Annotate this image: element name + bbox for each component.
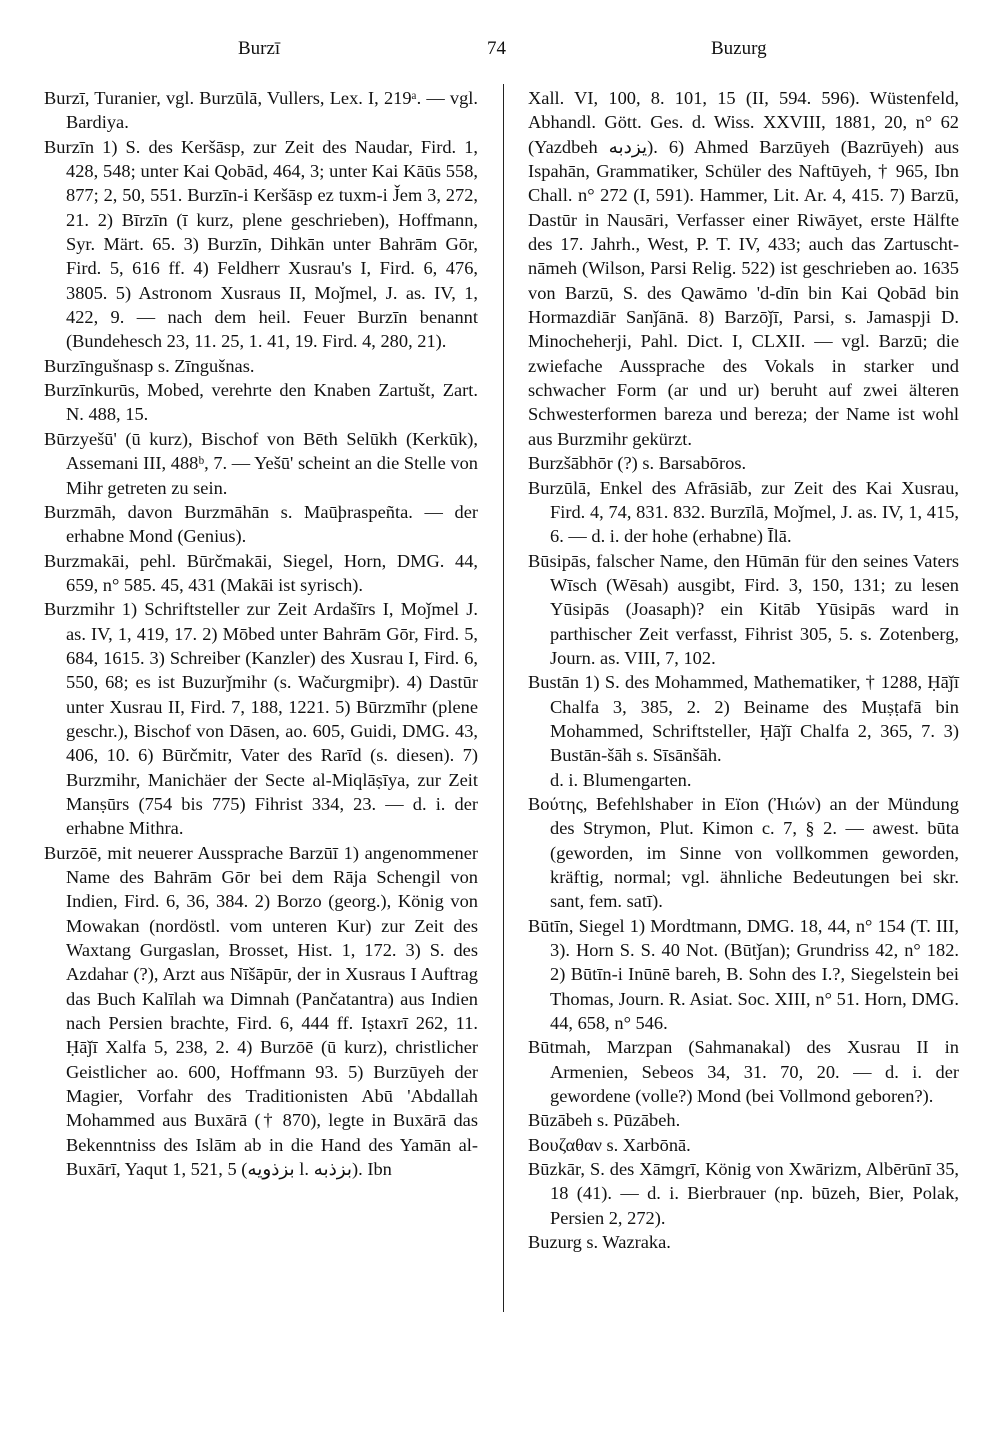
- left-column: [44, 86, 478, 1181]
- dictionary-entry: Būrzyešū' (ū kurz), Bischof von Bēth Selūkh (Kerkūk), Assemani III, 488ᵇ, 7. — Yešū' scheint an die Stelle von Mihr getreten zu sein.: [44, 428, 478, 498]
- dictionary-entry: Bustān 1) S. des Mohammed, Mathematiker, † 1288, Ḥāǰī Chalfa 3, 385, 2. 2) Beiname des Muṣṭafā bin Mohammed, Schriftsteller, Ḥāǰī Chalfa 2, 365, 7. 3) Bustān-šāh s. Sīsānšāh.: [528, 672, 959, 766]
- dictionary-entry: Būzkār, S. des Xāmgrī, König von Xwārizm, Albērūnī 35, 18 (41). — d. i. Bierbrauer (np. būzeh, Bier, Polak, Persien 2, 272).: [528, 1159, 959, 1228]
- dictionary-entry: Burzmāh, davon Burzmāhān s. Maūþraspeñta. — der erhabne Mond (Genius).: [44, 501, 478, 547]
- dictionary-entry: Būzābeh s. Pūzābeh.: [528, 1110, 681, 1131]
- dictionary-entry: Burzī, Turanier, vgl. Burzūlā, Vullers, Lex. I, 219ᵃ. — vgl. Bardiya.: [44, 88, 478, 133]
- dictionary-entry-gloss: d. i. Blumengarten.: [550, 769, 692, 790]
- dictionary-entry: Burzīn 1) S. des Keršāsp, zur Zeit des Naudar, Fird. 1, 428, 548; unter Kai Qobād, 464, 3; unter Kai Kāūs 558, 877; 2, 50, 551. Burzīn-i Keršāsp ez tuxm-i J̌em 3, 272, 21. 2) Bīrzīn (ī kurz, plene geschrieben), Hoffmann, Syr. Märt. 65. 3) Burzīn, Dihkān unter Bahrām Gōr, Fird. 5, 616 ff. 4) Feldherr Xusrau's I, Fird. 6, 476, 3805. 5) Astronom Xusraus II, Moǰmel, J. as. IV, 1, 422, 9. — nach dem heil. Feuer Burzīn benannt (Bundehesch 23, 11. 25, 1. 41, 19. Fird. 4, 280, 21).: [44, 136, 478, 352]
- dictionary-entry: Burzmakāi, pehl. Būrčmakāi, Siegel, Horn, DMG. 44, 659, n° 585. 45, 431 (Makāi ist syrisch).: [44, 550, 478, 595]
- column-divider: [503, 84, 504, 1312]
- dictionary-entry: Burzūlā, Enkel des Afrāsiāb, zur Zeit des Kai Xusrau, Fird. 4, 74, 831. 832. Burzīlā, Moǰmel, J. as. IV, 1, 415, 6. — d. i. der hohe (erhabne) Īlā.: [528, 477, 959, 547]
- page-number: 74: [487, 38, 506, 59]
- dictionary-entry: Burzšābhōr (?) s. Barsabōros.: [528, 453, 747, 474]
- dictionary-entry: Būtīn, Siegel 1) Mordtmann, DMG. 18, 44, n° 154 (T. III, 3). Horn S. S. 40 Not. (Būtǰan); Grundriss 42, n° 182. 2) Būtīn-i Inūnē bareh, B. Sohn des I.?, Siegelstein bei Thomas, Journ. R. Asiat. Soc. XIII, n° 51. Horn, DMG. 44, 658, n° 546.: [528, 915, 959, 1034]
- dictionary-entry: Burzōē, mit neuerer Aussprache Barzūī 1) angenommener Name des Bahrām Gōr bei dem Rāja Schengil von Indien, Fird. 6, 36, 384. 2) Borzo (georg.), König von Mowakan (nordöstl. vom unteren Kur) zur Zeit des Waxtang Gurgaslan, Brosset, Hist. 1, 172. 3) S. des Azdahar (?), Arzt aus Nīšāpūr, der in Xusraus I Auftrag das Buch Kalīlah wa Dimnah (Pančatantra) aus Indien nach Persien brachte, Fird. 6, 444 ff. Iṣtaxrī 262, 11. Ḥāǰī Xalfa 5, 238, 2. 4) Burzōē (ū kurz), christlicher Geistlicher ao. 600, Hoffmann 93. 5) Burzūyeh der Magier, Vorfahr des Traditionisten Abū 'Abdallah Mohammed aus Buxārā († 870), legte in Buxārā das Bekenntniss des Islām ab in die Hand des Yamān al-Buxārī, Yaqut 1, 521, 5 (بزذویه l. بزذبه). Ibn: [44, 842, 478, 1180]
- dictionary-entry: Būtmah, Marzpan (Sahmanakal) des Xusrau II in Armenien, Sebeos 34, 31. 70, 20. — d. i. der gewordene (volle?) Mond (bei Vollmond geboren?).: [528, 1037, 959, 1107]
- dictionary-entry: Buzurg s. Wazraka.: [528, 1232, 671, 1253]
- dictionary-entry: Būsipās, falscher Name, den Hūmān für den seines Vaters Wīsch (Wēsah) ausgibt, Fird. 3, 150, 131; zu lesen Yūsipās (Joasaph)? ein Kitāb Yūsipās ward in parthischer Zeit verfasst, Fihrist 305, 5. s. Zotenberg, Journ. as. VIII, 7, 102.: [528, 550, 959, 668]
- dictionary-entry: Βουζαθαν s. Xarbōnā.: [528, 1134, 691, 1155]
- running-head-right: Buzurg: [711, 38, 767, 59]
- right-column: [528, 86, 959, 1255]
- page-header: [0, 38, 1000, 68]
- dictionary-entry: Burzmihr 1) Schriftsteller zur Zeit Ardašīrs I, Moǰmel J. as. IV, 1, 419, 17. 2) Mōbed unter Bahrām Gōr, Fird. 5, 684, 1615. 3) Schreiber (Kanzler) des Xusrau I, Fird. 6, 550, 68; es ist Buzurǰmihr (s. Wačurgmiþr). 4) Dastūr unter Xusrau II, Fird. 7, 188, 1221. 5) Būrzmīhr (plene geschr.), Bischof von Dāsen, ao. 605, Guidi, DMG. 43, 406, 10. 6) Būrčmitr, Vater des Rarīd (s. diesen). 7) Burzmihr, Manichäer der Secte al-Miqlāṣīya, zur Zeit Manṣūrs (754 bis 775) Fihrist 334, 23. — d. i. der erhabne Mithra.: [44, 599, 478, 839]
- dictionary-entry: Burzīnkurūs, Mobed, verehrte den Knaben Zartušt, Zart. N. 488, 15.: [44, 380, 478, 425]
- dictionary-entry: Βούτης, Befehlshaber in Eïon (Ἠιών) an der Mündung des Strymon, Plut. Kimon c. 7, § 2. — awest. būta (geworden, im Sinne von vollkommen geworden, kräftig, normal; vgl. ähnliche Bedeutungen bei skr. sant, fem. satī).: [528, 793, 959, 912]
- running-head-left: Burzī: [238, 38, 281, 59]
- dictionary-entry-continued: Xall. VI, 100, 8. 101, 15 (II, 594. 596). Wüstenfeld, Abhandl. Gött. Ges. d. Wiss. XXVIII, 1881, 20, n° 62 (Yazdbeh یزدبه). 6) Ahmed Barzūyeh (Bazrūyeh) aus Ispahān, Grammatiker, Schüler des Naftūyeh, † 965, Ibn Chall. n° 272 (I, 591). Hammer, Lit. Ar. 4, 415. 7) Barzū, Dastūr in Nausāri, Verfasser einer Riwāyet, erste Hälfte des 17. Jahrh., West, P. T. IV, 433; auch das Zartuscht-nāmeh (Wilson, Parsi Relig. 522) ist geschrieben ao. 1635 von Barzū, S. des Qawāmo 'd-dīn bin Kai Qobād bin Hormazdiār Sanǰānā. 8) Barzōǰī, Parsi, s. Jamaspji D. Minocheherji, Pahl. Dict. I, CLXII. — vgl. Barzū; die zwiefache Aussprache des Vokals in starker und schwacher Form (ar und ur) beruht auf zwei älteren Schwesterformen bareza und bereza; der Name ist wohl aus Burzmihr gekürzt.: [528, 88, 959, 449]
- dictionary-entry: Burzīngušnasp s. Zīngušnas.: [44, 355, 255, 376]
